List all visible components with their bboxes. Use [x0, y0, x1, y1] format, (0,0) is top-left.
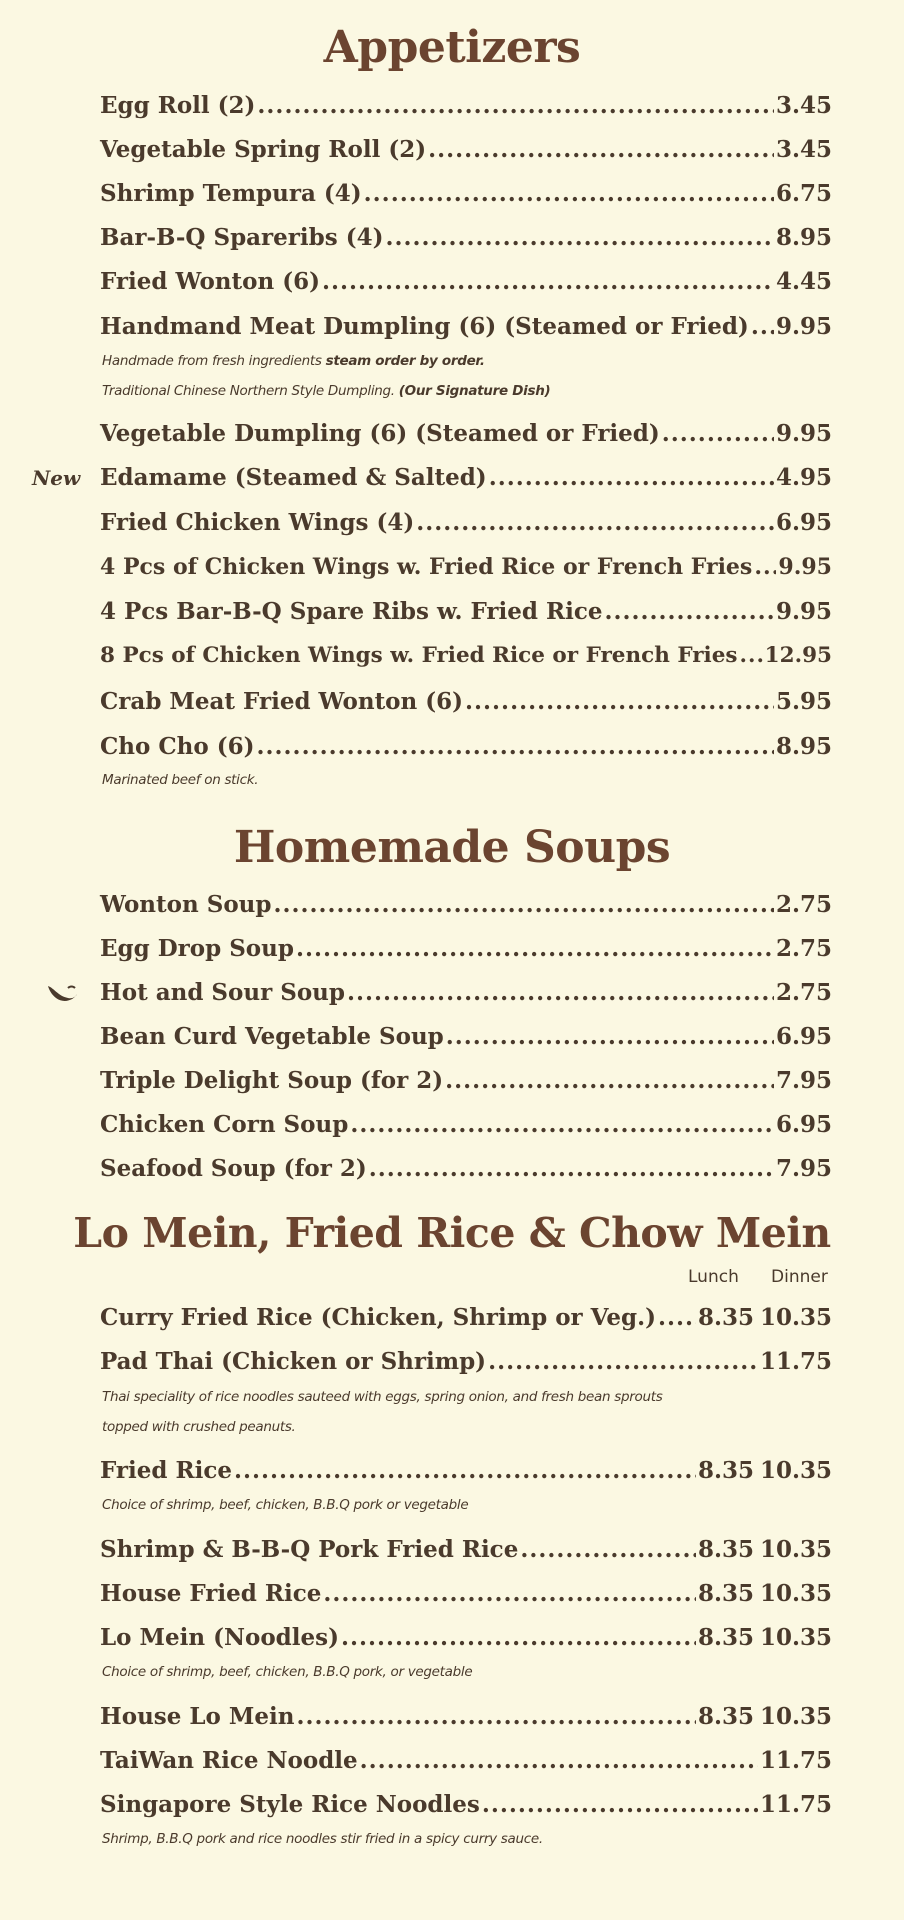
menu-item	[100, 1155, 832, 1182]
item-description: Handmade from fresh ingredients steam order by order.	[102, 353, 485, 369]
item-name: Crab Meat Fried Wonton (6)	[100, 688, 464, 715]
menu-item	[100, 1457, 832, 1484]
menu-item	[100, 1304, 832, 1331]
item-description: Thai speciality of rice noodles sauteed with eggs, spring onion, and fresh bean sprouts	[102, 1389, 663, 1405]
item-price: 4.45	[775, 268, 832, 295]
item-name: Edamame (Steamed & Salted)	[100, 464, 487, 491]
item-name: Fried Wonton (6)	[100, 268, 320, 295]
item-name: 8 Pcs of Chicken Wings w. Fried Rice or French Fries	[100, 643, 738, 668]
item-price: 11.75	[759, 1747, 832, 1774]
item-name: House Fried Rice	[100, 1580, 322, 1607]
menu-item	[100, 224, 832, 251]
item-price: 6.75	[775, 180, 832, 207]
item-price-lunch: 8.35	[697, 1304, 754, 1331]
menu-item	[100, 1703, 832, 1730]
item-description: Choice of shrimp, beef, chicken, B.B.Q pork or vegetable	[102, 1497, 469, 1513]
item-name: TaiWan Rice Noodle	[100, 1747, 358, 1774]
item-price: 9.95	[775, 598, 832, 625]
menu-item	[100, 935, 832, 962]
menu-item	[100, 92, 832, 119]
menu-item	[100, 1747, 832, 1774]
item-description: Shrimp, B.B.Q pork and rice noodles stir fried in a spicy curry sauce.	[102, 1831, 543, 1847]
item-price: 6.95	[775, 509, 832, 536]
item-price-dinner: 10.35	[759, 1304, 832, 1331]
menu-item	[100, 464, 832, 491]
item-name: House Lo Mein	[100, 1703, 295, 1730]
item-name: Bar-B-Q Spareribs (4)	[100, 224, 384, 251]
item-name: Hot and Sour Soup	[100, 979, 345, 1006]
item-price-dinner: 10.35	[759, 1624, 832, 1651]
item-price: 2.75	[775, 891, 832, 918]
item-name: Curry Fried Rice (Chicken, Shrimp or Veg.)	[100, 1304, 657, 1331]
item-price: 6.95	[775, 1111, 832, 1138]
menu-item	[100, 509, 832, 536]
item-price-dinner: 10.35	[759, 1703, 832, 1730]
item-price-dinner: 10.35	[759, 1580, 832, 1607]
menu-item	[100, 1536, 832, 1563]
menu-item	[100, 1067, 832, 1094]
item-name: 4 Pcs of Chicken Wings w. Fried Rice or French Fries	[100, 554, 753, 580]
item-name: 4 Pcs Bar-B-Q Spare Ribs w. Fried Rice	[100, 598, 603, 625]
item-name: Bean Curd Vegetable Soup	[100, 1023, 444, 1050]
item-price: 12.95	[764, 643, 832, 668]
item-price-lunch: 8.35	[697, 1536, 754, 1563]
menu-item	[100, 313, 832, 340]
item-description: Choice of shrimp, beef, chicken, B.B.Q pork, or vegetable	[102, 1664, 473, 1680]
item-price: 2.75	[775, 979, 832, 1006]
item-name: Egg Roll (2)	[100, 92, 256, 119]
menu-item	[100, 598, 832, 625]
item-name: Seafood Soup (for 2)	[100, 1155, 367, 1182]
item-price-lunch: 8.35	[697, 1703, 754, 1730]
item-price: 6.95	[775, 1023, 832, 1050]
menu-item	[100, 891, 832, 918]
menu-item	[100, 1111, 832, 1138]
item-description: topped with crushed peanuts.	[102, 1419, 296, 1435]
menu-item	[100, 554, 832, 580]
item-price: 11.75	[759, 1791, 832, 1818]
item-price: 8.95	[775, 733, 832, 760]
menu-item	[100, 136, 832, 163]
item-name: Vegetable Dumpling (6) (Steamed or Fried)	[100, 420, 660, 447]
item-price-dinner: 10.35	[759, 1457, 832, 1484]
item-name: Shrimp Tempura (4)	[100, 180, 362, 207]
item-description: Traditional Chinese Northern Style Dumpling. (Our Signature Dish)	[102, 383, 551, 399]
item-description: Marinated beef on stick.	[102, 772, 259, 788]
item-price: 7.95	[775, 1155, 832, 1182]
item-price: 3.45	[775, 92, 832, 119]
menu-item	[100, 1348, 832, 1375]
item-name: Vegetable Spring Roll (2)	[100, 136, 427, 163]
item-price: 9.95	[775, 313, 832, 340]
item-name: Chicken Corn Soup	[100, 1111, 349, 1138]
item-name: Pad Thai (Chicken or Shrimp)	[100, 1348, 487, 1375]
item-price-dinner: 10.35	[759, 1536, 832, 1563]
menu-item	[100, 1023, 832, 1050]
item-name: Wonton Soup	[100, 891, 272, 918]
item-price: 7.95	[775, 1067, 832, 1094]
item-name: Shrimp & B-B-Q Pork Fried Rice	[100, 1536, 519, 1563]
item-price: 8.95	[775, 224, 832, 251]
menu-item	[100, 268, 832, 295]
item-name: Triple Delight Soup (for 2)	[100, 1067, 444, 1094]
soups-title: Homemade Soups	[233, 822, 671, 873]
item-price-lunch: 8.35	[697, 1580, 754, 1607]
menu-item	[100, 979, 832, 1006]
item-price: 5.95	[775, 688, 832, 715]
menu-item	[100, 420, 832, 447]
menu-item	[100, 643, 832, 668]
item-name: Cho Cho (6)	[100, 733, 255, 760]
item-name: Fried Rice	[100, 1457, 232, 1484]
item-name: Singapore Style Rice Noodles	[100, 1791, 480, 1818]
item-name: Egg Drop Soup	[100, 935, 294, 962]
menu-item	[100, 1580, 832, 1607]
item-price-lunch: 8.35	[697, 1457, 754, 1484]
hot-pepper-icon	[46, 982, 78, 1004]
lomein-title: Lo Mein, Fried Rice & Chow Mein	[73, 1209, 831, 1257]
item-price: 4.95	[775, 464, 832, 491]
item-price: 2.75	[775, 935, 832, 962]
item-name: Fried Chicken Wings (4)	[100, 509, 415, 536]
new-badge: New	[32, 466, 81, 490]
menu-item	[100, 1791, 832, 1818]
item-price-lunch: 8.35	[697, 1624, 754, 1651]
item-name: Handmand Meat Dumpling (6) (Steamed or Fried)	[100, 313, 749, 340]
menu-item	[100, 733, 832, 760]
item-name: Lo Mein (Noodles)	[100, 1624, 339, 1651]
menu-item	[100, 180, 832, 207]
dinner-column-header: Dinner	[771, 1267, 828, 1287]
item-price: 9.95	[778, 554, 832, 580]
item-price: 9.95	[775, 420, 832, 447]
menu-item	[100, 1624, 832, 1651]
item-price: 3.45	[775, 136, 832, 163]
appetizers-title: Appetizers	[323, 22, 581, 73]
menu-item	[100, 688, 832, 715]
lunch-column-header: Lunch	[688, 1267, 739, 1287]
item-price: 11.75	[759, 1348, 832, 1375]
